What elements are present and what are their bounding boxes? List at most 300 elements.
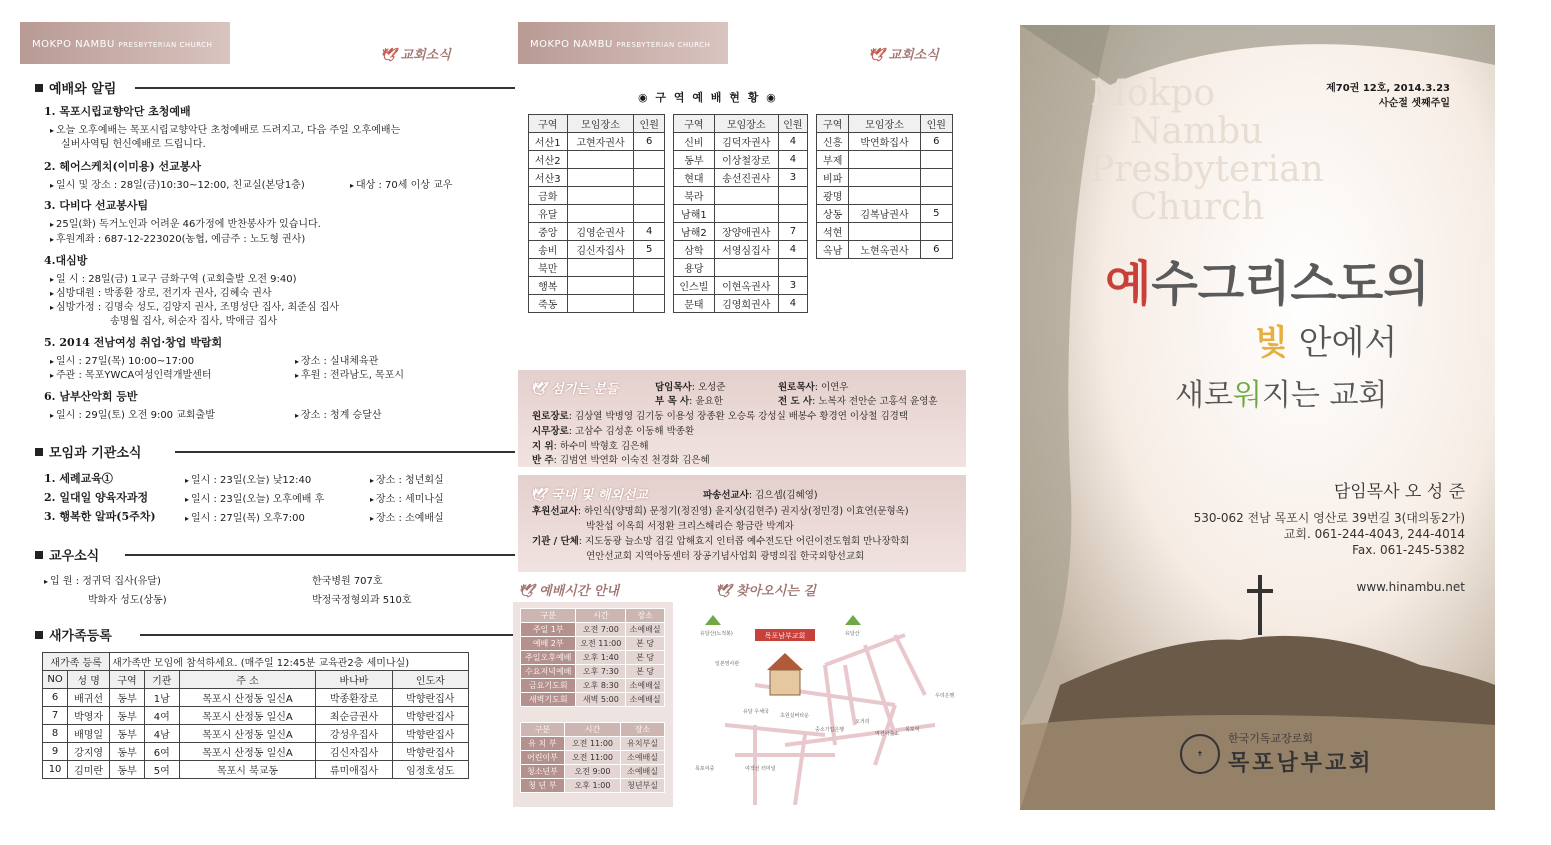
table-cell: 북라 bbox=[674, 187, 715, 205]
table-row bbox=[529, 241, 665, 259]
table-cell: 8 bbox=[43, 725, 68, 743]
table-cell: 김영순권사 bbox=[567, 223, 634, 241]
table-row bbox=[674, 205, 808, 223]
column-header: 시간 bbox=[576, 609, 626, 623]
table-cell bbox=[778, 187, 807, 205]
column-header: 구역 bbox=[529, 115, 568, 133]
table-row bbox=[521, 679, 665, 693]
table-cell: 유달 bbox=[529, 205, 568, 223]
table-cell bbox=[634, 187, 665, 205]
table-row bbox=[529, 295, 665, 313]
table-row bbox=[817, 205, 953, 223]
column-header: 모임장소 bbox=[714, 115, 778, 133]
table-row bbox=[674, 277, 808, 295]
map-label: 중소기업은행 bbox=[815, 727, 844, 733]
issue-info: 제70권 12호, 2014.3.23 사순절 셋째주일 bbox=[1326, 83, 1450, 109]
table-cell: 6 bbox=[43, 689, 68, 707]
meeting-where: ▸ 장소 : 청년회실 bbox=[370, 471, 444, 486]
notice-line: ▸ 심방가정 : 김명숙 성도, 김양지 권사, 조명성단 집사, 최준심 집사 bbox=[50, 298, 339, 313]
table-row bbox=[529, 133, 665, 151]
table-cell: 예배 2부 bbox=[521, 637, 576, 651]
table-cell: 서영심집사 bbox=[714, 241, 778, 259]
church-url[interactable]: www.hinambu.net bbox=[1356, 580, 1465, 594]
table-row bbox=[521, 623, 665, 637]
table-cell: 오전 11:00 bbox=[564, 737, 620, 751]
column-header: 모임장소 bbox=[567, 115, 634, 133]
column-header: 장소 bbox=[626, 609, 665, 623]
table-row bbox=[674, 295, 808, 313]
senior-pastor: 담임목사 오 성 준 bbox=[1333, 482, 1465, 502]
table-cell: 행복 bbox=[529, 277, 568, 295]
table-cell: 목포시 산정동 일신A bbox=[179, 707, 316, 725]
notice-line: 송명월 집사, 허순자 집사, 박애금 집사 bbox=[110, 316, 278, 327]
cover-slogan-1: 예수그리스도의 bbox=[1105, 256, 1430, 312]
mountain-icon bbox=[705, 615, 721, 625]
column-header: 구역 bbox=[110, 671, 145, 689]
table-cell bbox=[714, 205, 778, 223]
table-cell: 4 bbox=[778, 241, 807, 259]
table-cell: 박영자 bbox=[68, 707, 110, 725]
table-row bbox=[817, 151, 953, 169]
table-row bbox=[43, 761, 469, 779]
table-cell: 목포시 산정동 일신A bbox=[179, 689, 316, 707]
missions-title: 🕊 국내 및 해외선교 bbox=[530, 488, 648, 503]
serve-line: 지 위: 하수미 박형호 김은해 bbox=[532, 441, 649, 452]
table-row bbox=[674, 223, 808, 241]
table-row bbox=[674, 151, 808, 169]
table-row bbox=[529, 151, 665, 169]
table-row bbox=[817, 241, 953, 259]
table-header-row bbox=[521, 723, 665, 737]
table-cell: 강성우집사 bbox=[316, 725, 392, 743]
notice-heading: 5. 2014 전남여성 취업·창업 박람회 bbox=[44, 336, 223, 349]
table-cell: 김영희권사 bbox=[714, 295, 778, 313]
table-cell: 삼학 bbox=[674, 241, 715, 259]
table-cell: 박종환장로 bbox=[316, 689, 392, 707]
missions-line: 파송선교사: 김으셉(김혜영) bbox=[703, 490, 818, 501]
table-cell: 오전 11:00 bbox=[564, 751, 620, 765]
church-name: 목포남부교회 bbox=[1228, 751, 1374, 776]
map-label: 오거리 bbox=[855, 719, 870, 725]
newfamily-table bbox=[42, 652, 469, 779]
table-row bbox=[529, 205, 665, 223]
schedule-title: 🕊 예배시간 안내 bbox=[518, 584, 619, 599]
table-cell bbox=[714, 187, 778, 205]
newfamily-header-label: 새가족 등록 bbox=[43, 653, 110, 671]
serve-line: 원로장로: 김상열 박병영 김기동 이용성 장종환 오승록 강성실 배봉수 황경연 이상철 김경택 bbox=[532, 411, 908, 422]
table-cell: 어린이부 bbox=[521, 751, 565, 765]
dove-icon: 🕊 bbox=[518, 584, 540, 599]
table-cell bbox=[634, 259, 665, 277]
table-cell: 청소년부 bbox=[521, 765, 565, 779]
table-row bbox=[529, 277, 665, 295]
table-cell: 남해1 bbox=[674, 205, 715, 223]
table-cell: 7 bbox=[778, 223, 807, 241]
serve-line: 반 주: 김범연 박연화 이숙진 천경화 김은혜 bbox=[532, 455, 710, 466]
meeting-when: ▸ 일시 : 27일(목) 오후7:00 bbox=[185, 509, 305, 524]
table-cell bbox=[920, 151, 952, 169]
map-label: 우리은행 bbox=[935, 693, 955, 699]
table-cell: 임정호성도 bbox=[392, 761, 468, 779]
section-title-members: 교우소식 bbox=[35, 545, 99, 564]
map-label: 유달산(노적봉) bbox=[700, 631, 733, 637]
panel-cover bbox=[1020, 25, 1495, 810]
table-cell: 본 당 bbox=[626, 637, 665, 651]
table-cell: 동부 bbox=[110, 707, 145, 725]
table-cell: 3 bbox=[778, 277, 807, 295]
notice-line: ▸ 심방대원 : 박종환 장로, 전기자 권사, 김혜숙 권사 bbox=[50, 284, 272, 299]
missions-line: 연안선교회 지역아동센터 장공기념사업회 광명의집 한국외항선교회 bbox=[586, 551, 865, 562]
table-cell: 본 당 bbox=[626, 651, 665, 665]
map-label: 여객선 터미널 bbox=[745, 766, 776, 772]
notice-line: ▸ 일시 : 27일(목) 10:00~17:00 bbox=[50, 352, 194, 367]
map-label: 초원실버타운 bbox=[780, 713, 809, 719]
table-row bbox=[529, 187, 665, 205]
missions-line: 박찬섭 이옥희 서정환 크리스해리슨 황금란 박계자 bbox=[586, 521, 794, 532]
serve-line: 전 도 사: 노복자 전안순 고홍석 윤영훈 bbox=[778, 396, 938, 407]
section-title-meetings: 모임과 기관소식 bbox=[35, 442, 141, 461]
table-cell: 동부 bbox=[110, 761, 145, 779]
table-cell: 북만 bbox=[529, 259, 568, 277]
meeting-heading: 2. 일대일 양육자과정 bbox=[44, 491, 149, 504]
meeting-where: ▸ 장소 : 세미나실 bbox=[370, 490, 444, 505]
table-cell: 3 bbox=[778, 169, 807, 187]
table-cell: 오후 1:00 bbox=[564, 779, 620, 793]
table-cell: 4 bbox=[778, 295, 807, 313]
table-cell: 고현자권사 bbox=[567, 133, 634, 151]
church-name-watermark: Mokpo Nambu Presbyterian Church bbox=[1090, 73, 1324, 228]
table-cell: 소예배실 bbox=[626, 693, 665, 707]
table-cell: 5여 bbox=[144, 761, 179, 779]
column-header: 모임장소 bbox=[849, 115, 920, 133]
column-header: 인도자 bbox=[392, 671, 468, 689]
table-cell: 김신자집사 bbox=[316, 743, 392, 761]
table-row bbox=[674, 187, 808, 205]
table-row bbox=[521, 779, 665, 793]
table-header-row bbox=[674, 115, 808, 133]
table-cell: 5 bbox=[920, 205, 952, 223]
header-bar: MOKPO NAMBU PRESBYTERIAN CHURCH bbox=[518, 22, 728, 64]
serve-line: 담임목사: 오성준 bbox=[655, 382, 726, 393]
notice-heading: 1. 목포시립교향악단 초청예배 bbox=[44, 105, 191, 118]
table-cell: 목포시 산정동 일신A bbox=[179, 725, 316, 743]
members-line: 한국병원 707호 bbox=[312, 576, 383, 587]
table-cell bbox=[849, 151, 920, 169]
denomination: 한국기독교장로회 bbox=[1228, 732, 1314, 745]
table-cell: 장양애권사 bbox=[714, 223, 778, 241]
column-header: 인원 bbox=[920, 115, 952, 133]
notice-line: ▸ 주관 : 목포YWCA여성인력개발센터 bbox=[50, 366, 211, 381]
table-row bbox=[521, 637, 665, 651]
notice-line: ▸ 장소 : 청계 승달산 bbox=[295, 406, 382, 421]
missions-line: 기관 / 단체: 지도동광 늘소망 검길 압해효지 인터콥 예수전도단 어린이전도협회 만나장학회 bbox=[532, 536, 909, 547]
table-cell: 송선진권사 bbox=[714, 169, 778, 187]
table-cell: 송비 bbox=[529, 241, 568, 259]
table-cell: 10 bbox=[43, 761, 68, 779]
table-cell: 목포시 북교동 bbox=[179, 761, 316, 779]
table-cell bbox=[567, 205, 634, 223]
newfamily-header-note: 새가족반 모임에 참석하세요. (매주일 12:45분 교육관2층 세미나실) bbox=[110, 653, 469, 671]
table-header-row bbox=[521, 609, 665, 623]
column-header: 구역 bbox=[674, 115, 715, 133]
table-row bbox=[817, 223, 953, 241]
table-row bbox=[521, 765, 665, 779]
notice-line: ▸ 일시 : 29일(토) 오전 9:00 교회출발 bbox=[50, 406, 215, 421]
table-cell: 동부 bbox=[674, 151, 715, 169]
table-cell: 수요저녁예배 bbox=[521, 665, 576, 679]
table-row bbox=[521, 751, 665, 765]
meeting-when: ▸ 일시 : 23일(오늘) 오후예배 후 bbox=[185, 490, 324, 505]
members-line: ▸ 입 원 : 정귀덕 집사(유달) bbox=[44, 572, 161, 587]
missions-line: 후원선교사: 하인식(양명희) 문정기(정진영) 윤지상(김현주) 권지상(정민경) 이효연(문형옥) bbox=[532, 506, 909, 517]
table-cell: 광명 bbox=[817, 187, 849, 205]
table-row bbox=[674, 169, 808, 187]
table-cell bbox=[634, 277, 665, 295]
table-cell bbox=[920, 223, 952, 241]
column-header: 구역 bbox=[817, 115, 849, 133]
panel-news-left bbox=[0, 0, 500, 845]
table-cell bbox=[849, 187, 920, 205]
table-cell: 금화 bbox=[529, 187, 568, 205]
column-header: 구분 bbox=[521, 609, 576, 623]
schedule-table-youth bbox=[520, 722, 665, 793]
table-cell: 오후 7:30 bbox=[576, 665, 626, 679]
table-cell: 새벽 5:00 bbox=[576, 693, 626, 707]
column-header: 구분 bbox=[521, 723, 565, 737]
notice-line: ▸ 일 시 : 28일(금) 1교구 금화구역 (교회출발 오전 9:40) bbox=[50, 270, 297, 285]
map-church-label: 목포남부교회 bbox=[764, 632, 806, 640]
notice-line: ▸ 일시 및 장소 : 28일(금)10:30~12:00, 친교실(본당1층) bbox=[50, 176, 305, 191]
column-header: 시간 bbox=[564, 723, 620, 737]
table-cell: 서산2 bbox=[529, 151, 568, 169]
table-cell: 4 bbox=[778, 151, 807, 169]
table-cell bbox=[567, 277, 634, 295]
members-line: 박정국정형외과 510호 bbox=[312, 595, 412, 606]
column-header: 바나바 bbox=[316, 671, 392, 689]
table-cell bbox=[634, 169, 665, 187]
meeting-heading: 3. 행복한 알파(5주차) bbox=[44, 510, 156, 523]
table-cell: 배명일 bbox=[68, 725, 110, 743]
table-cell: 박연화집사 bbox=[849, 133, 920, 151]
table-cell: 이상철장로 bbox=[714, 151, 778, 169]
map-label: 유달산 bbox=[845, 631, 860, 637]
table-row bbox=[817, 187, 953, 205]
serve-title: 🕊 섬기는 분들 bbox=[530, 382, 619, 397]
table-cell bbox=[567, 187, 634, 205]
district-table-3 bbox=[816, 114, 953, 259]
table-cell: 중앙 bbox=[529, 223, 568, 241]
table-cell: 이현옥권사 bbox=[714, 277, 778, 295]
table-row bbox=[529, 223, 665, 241]
table-cell: 죽동 bbox=[529, 295, 568, 313]
table-cell: 류미애집사 bbox=[316, 761, 392, 779]
table-row bbox=[674, 241, 808, 259]
table-cell bbox=[778, 259, 807, 277]
table-cell: 부제 bbox=[817, 151, 849, 169]
table-cell: 4 bbox=[634, 223, 665, 241]
table-cell: 상동 bbox=[817, 205, 849, 223]
table-row bbox=[529, 169, 665, 187]
table-cell: 소예배실 bbox=[626, 623, 665, 637]
table-cell bbox=[567, 295, 634, 313]
location-map bbox=[695, 605, 965, 805]
notice-line: ▸ 후원계좌 : 687-12-223020(농협, 예금주 : 노도형 권사) bbox=[50, 230, 305, 245]
table-cell: 6 bbox=[920, 241, 952, 259]
table-cell: 4 bbox=[778, 133, 807, 151]
notice-heading: 2. 헤어스케치(이미용) 선교봉사 bbox=[44, 160, 202, 173]
cover-slogan-2: 빛 안에서 bbox=[1255, 323, 1398, 363]
notice-heading: 6. 남부산악회 등반 bbox=[44, 390, 138, 403]
table-cell: 금요기도회 bbox=[521, 679, 576, 693]
table-header-row bbox=[817, 115, 953, 133]
notice-line: ▸ 대상 : 70세 이상 교우 bbox=[350, 176, 452, 191]
table-row bbox=[521, 665, 665, 679]
table-cell: 남해2 bbox=[674, 223, 715, 241]
map-label: 유달 우체국 bbox=[743, 709, 769, 715]
church-footer bbox=[1180, 730, 1374, 777]
table-cell: 노현옥권사 bbox=[849, 241, 920, 259]
table-row bbox=[521, 651, 665, 665]
notice-line: 실버사역팀 헌신예배로 드립니다. bbox=[61, 139, 206, 150]
table-cell bbox=[634, 151, 665, 169]
table-row bbox=[43, 743, 469, 761]
table-cell: 유 치 부 bbox=[521, 737, 565, 751]
table-cell: 4여 bbox=[144, 707, 179, 725]
table-cell bbox=[849, 169, 920, 187]
table-header-row bbox=[529, 115, 665, 133]
table-row bbox=[674, 259, 808, 277]
table-cell: 본 당 bbox=[626, 665, 665, 679]
table-cell: 1남 bbox=[144, 689, 179, 707]
header-bar: MOKPO NAMBU PRESBYTERIAN CHURCH bbox=[20, 22, 230, 64]
district-title: ◉ 구 역 예 배 현 황 ◉ bbox=[638, 91, 778, 104]
table-cell: 오전 7:00 bbox=[576, 623, 626, 637]
table-cell bbox=[714, 259, 778, 277]
church-address: 530-062 전남 목포시 영산로 39번길 3(대의동2가) 교회. 061-244-4043, 244-4014 Fax. 061-245-5382 bbox=[1193, 511, 1465, 557]
table-cell: 동부 bbox=[110, 743, 145, 761]
table-cell: 서산3 bbox=[529, 169, 568, 187]
table-cell: 목포시 산정동 일신A bbox=[179, 743, 316, 761]
dove-icon: 🕊 bbox=[380, 48, 397, 63]
column-header: 인원 bbox=[778, 115, 807, 133]
table-row bbox=[817, 133, 953, 151]
table-cell: 옥남 bbox=[817, 241, 849, 259]
table-cell: 주일 1부 bbox=[521, 623, 576, 637]
table-cell: 박향란집사 bbox=[392, 689, 468, 707]
dove-icon: 🕊 bbox=[530, 382, 552, 397]
column-header: 인원 bbox=[634, 115, 665, 133]
dove-icon: 🕊 bbox=[868, 48, 885, 63]
table-cell bbox=[778, 205, 807, 223]
table-cell: 박향란집사 bbox=[392, 743, 468, 761]
table-cell: 6 bbox=[920, 133, 952, 151]
table-cell: 강지영 bbox=[68, 743, 110, 761]
map-label: 역전파출소 bbox=[875, 731, 900, 737]
table-cell: 배귀선 bbox=[68, 689, 110, 707]
district-table-1 bbox=[528, 114, 665, 313]
dove-icon: 🕊 bbox=[715, 584, 737, 599]
table-row bbox=[43, 725, 469, 743]
column-header: 성 명 bbox=[68, 671, 110, 689]
table-cell: 청 년 부 bbox=[521, 779, 565, 793]
column-header: 주 소 bbox=[179, 671, 316, 689]
section-title-newfamily: 새가족등록 bbox=[35, 625, 112, 644]
table-cell: 박향란집사 bbox=[392, 707, 468, 725]
mountain-icon bbox=[845, 615, 861, 625]
map-label: 일본영사관 bbox=[715, 661, 740, 667]
notice-heading: 4.대심방 bbox=[44, 254, 88, 267]
table-cell: 문태 bbox=[674, 295, 715, 313]
dove-icon: 🕊 bbox=[530, 488, 552, 503]
table-cell: 6 bbox=[634, 133, 665, 151]
cover-slogan-3: 새로워지는 교회 bbox=[1175, 378, 1388, 413]
church-building-icon bbox=[770, 670, 800, 695]
table-cell: 유치부실 bbox=[621, 737, 665, 751]
members-line: 박화자 성도(상동) bbox=[88, 595, 167, 606]
serve-line: 부 목 사: 윤요한 bbox=[655, 396, 723, 407]
table-cell: 비파 bbox=[817, 169, 849, 187]
map-title: 🕊 찾아오시는 길 bbox=[715, 584, 816, 599]
serve-line: 원로목사: 이연우 bbox=[778, 382, 849, 393]
table-cell: 박향란집사 bbox=[392, 725, 468, 743]
table-cell bbox=[634, 295, 665, 313]
notice-line: ▸ 25일(화) 독거노인과 어려운 46가정에 반찬봉사가 있습니다. bbox=[50, 215, 321, 230]
table-cell: 오후 1:40 bbox=[576, 651, 626, 665]
table-row bbox=[43, 689, 469, 707]
table-cell: 서산1 bbox=[529, 133, 568, 151]
table-cell: 김미란 bbox=[68, 761, 110, 779]
table-header-row bbox=[43, 671, 469, 689]
table-row bbox=[817, 169, 953, 187]
table-cell: 신흥 bbox=[817, 133, 849, 151]
table-cell bbox=[567, 259, 634, 277]
meeting-when: ▸ 일시 : 23일(오늘) 낮12:40 bbox=[185, 471, 311, 486]
header-tag: 🕊 교회소식 bbox=[868, 48, 939, 63]
table-cell: 7 bbox=[43, 707, 68, 725]
schedule-table-adult bbox=[520, 608, 665, 707]
table-cell bbox=[920, 169, 952, 187]
table-cell bbox=[567, 151, 634, 169]
column-header: NO bbox=[43, 671, 68, 689]
table-cell: 소예배실 bbox=[626, 679, 665, 693]
table-cell: 청년부실 bbox=[621, 779, 665, 793]
church-logo-icon: ✝ bbox=[1180, 734, 1220, 774]
table-row bbox=[674, 133, 808, 151]
church-roof-icon bbox=[767, 653, 803, 670]
notice-line: ▸ 장소 : 실내체육관 bbox=[295, 352, 378, 367]
table-cell: 9 bbox=[43, 743, 68, 761]
table-row bbox=[43, 707, 469, 725]
table-cell: 새벽기도회 bbox=[521, 693, 576, 707]
table-cell bbox=[634, 205, 665, 223]
table-cell: 4남 bbox=[144, 725, 179, 743]
table-cell: 오후 8:30 bbox=[576, 679, 626, 693]
table-cell: 6여 bbox=[144, 743, 179, 761]
table-cell: 신비 bbox=[674, 133, 715, 151]
column-header: 기관 bbox=[144, 671, 179, 689]
table-row bbox=[529, 259, 665, 277]
table-cell: 주일오후예배 bbox=[521, 651, 576, 665]
table-cell bbox=[567, 169, 634, 187]
table-cell: 김덕자권사 bbox=[714, 133, 778, 151]
table-cell: 오전 11:00 bbox=[576, 637, 626, 651]
district-table-2 bbox=[673, 114, 808, 313]
table-cell: 김신자집사 bbox=[567, 241, 634, 259]
table-cell: 소예배실 bbox=[621, 751, 665, 765]
table-cell: 현대 bbox=[674, 169, 715, 187]
table-cell: 소예배실 bbox=[621, 765, 665, 779]
map-label: 목포여중 bbox=[695, 766, 715, 772]
